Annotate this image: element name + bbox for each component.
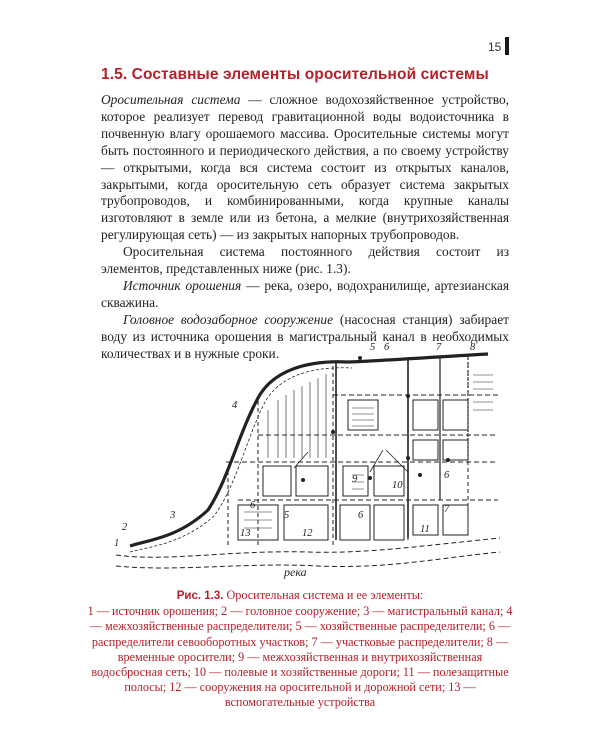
label-4: 4	[232, 400, 238, 411]
label-6b: 6	[250, 500, 256, 511]
page-marker-bar	[505, 37, 509, 55]
term-headworks: Головное водозаборное сооружение	[123, 311, 334, 327]
river-label: река	[284, 565, 307, 579]
label-6: 6	[384, 342, 390, 353]
paragraph-elements-intro: Оросительная система постоянного действия состоит из элементов, представленных ниже (рис. 1.3).	[101, 244, 509, 277]
label-8: 8	[470, 342, 476, 353]
diagram-svg	[108, 340, 508, 580]
label-5: 5	[370, 342, 376, 353]
field-hatching	[268, 374, 326, 458]
label-12: 12	[302, 528, 313, 539]
label-5b: 5	[284, 510, 290, 521]
label-6d: 6	[358, 510, 364, 521]
field-outline	[228, 356, 468, 545]
caption-title: Оросительная система и ее элементы:	[223, 588, 424, 602]
term-irrigation-source: Источник орошения	[123, 277, 242, 293]
paragraph-source: Источник орошения — река, озеро, водохранилище, артезианская скважина.	[101, 277, 510, 310]
body-text	[101, 92, 509, 363]
page-number: 15	[488, 40, 502, 54]
figure-caption	[86, 588, 514, 711]
river-bank-upper	[116, 538, 500, 557]
drainage-arrows	[294, 450, 408, 472]
label-9: 9	[352, 474, 358, 485]
label-10: 10	[392, 480, 403, 491]
paragraph-headworks: Головное водозаборное сооружение (насосная станция) забирает воду из источника орошения в магистральный канал в необходимых количествах и в нужные сроки.	[101, 311, 509, 361]
label-3: 3	[170, 510, 176, 521]
label-7b: 7	[444, 504, 450, 515]
term-irrigation-system: Оросительная система	[101, 92, 241, 107]
label-7: 7	[436, 342, 442, 353]
main-canal	[130, 354, 488, 546]
label-1: 1	[114, 538, 120, 549]
river-bank-lower	[116, 552, 500, 568]
label-13: 13	[240, 528, 251, 539]
label-6c: 6	[444, 470, 450, 481]
irrigation-system-diagram	[108, 340, 508, 580]
label-2: 2	[122, 522, 128, 533]
label-11: 11	[420, 524, 430, 535]
main-canal-outer	[130, 368, 352, 552]
caption-label: Рис. 1.3.	[176, 590, 224, 602]
field-horizontals	[226, 395, 498, 500]
caption-items: 1 — источник орошения; 2 — головное сооружение; 3 — магистральный канал; 4 — межхозяйственные распределители; 5 — хозяйственные распределители; 6 — распределители севооборотных участков; 7 — участковые распределители; 8 — временные оросители; 9 — межхозяйственная и внутрихозяйственная водосбросная сеть; 10 — полевые и хозяйственные дороги; 11 — полезащитные полосы; 12 — сооружения на оросительной и дорожной сети; 13 — вспомогательные устройства	[87, 604, 513, 710]
section-title: 1.5. Составные элементы оросительной системы	[101, 66, 489, 83]
paragraph-definition: Оросительная система — сложное водохозяйственное устройство, которое реализует перевод гравитационной воды водоисточника в почвенную влагу орошаемого массива. Оросительные системы могут быть постоянного и периодического действия, а по своему устройству — открытыми, когда вся система состоит из открытых каналов, закрытыми, когда оросительную сеть образует система закрытых трубопроводов, и комбинированными, когда крупные каналы изготовляют в земле или из бетона, а мелкие (внутрихозяйственная регулирующая сеть) — из закрытых напорных трубопроводов.	[101, 92, 509, 243]
